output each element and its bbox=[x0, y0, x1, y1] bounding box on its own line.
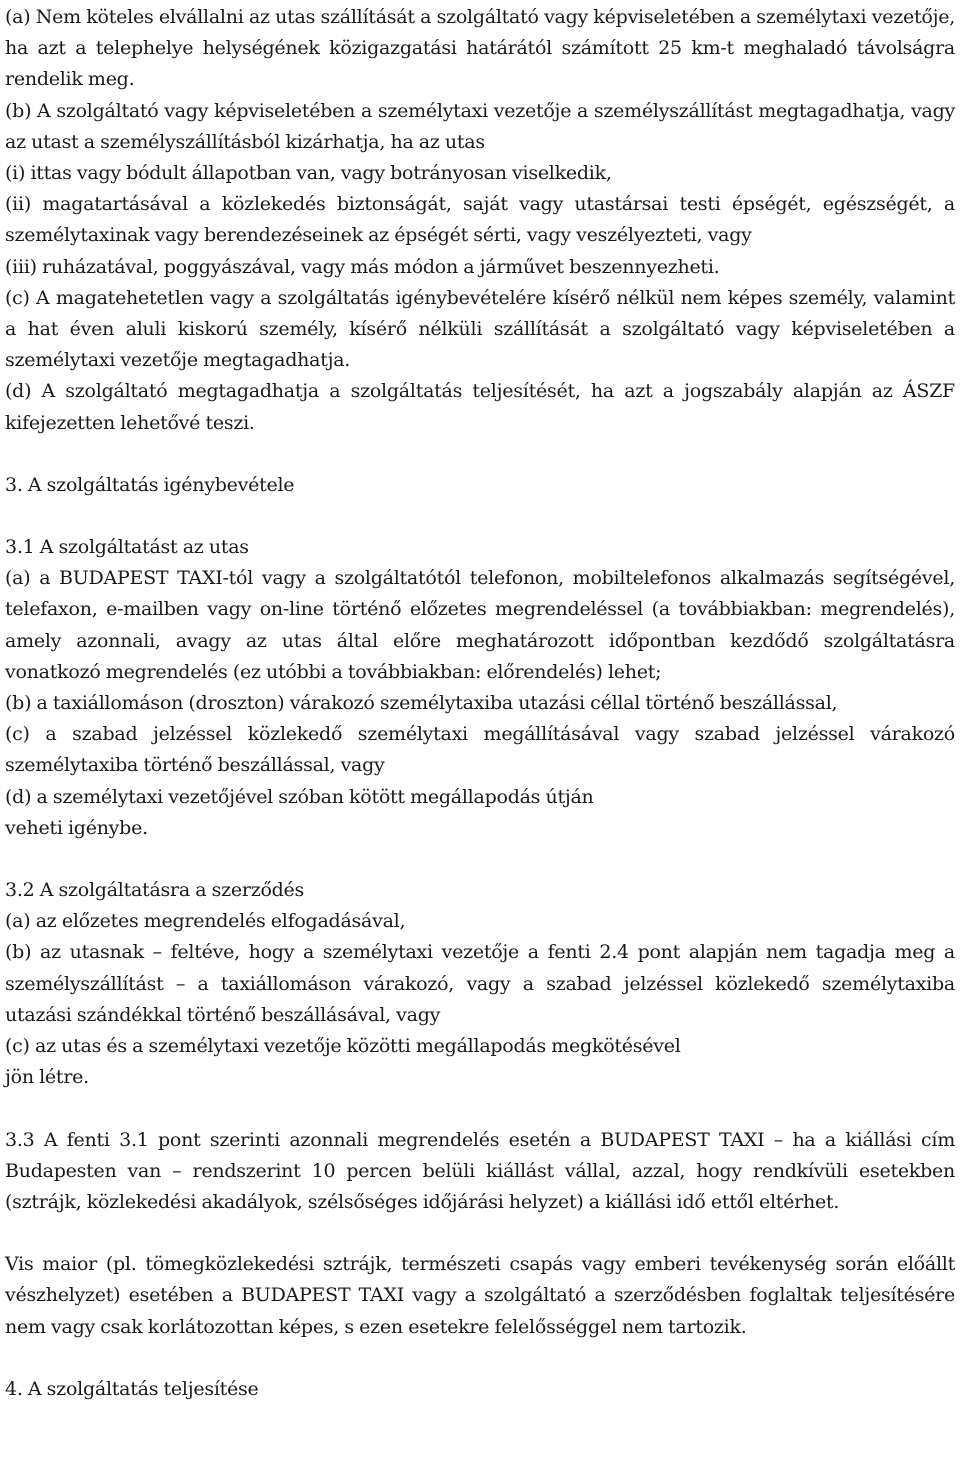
paragraph: jön létre. bbox=[5, 1066, 89, 1089]
paragraph: (i) ittas vagy bódult állapotban van, vagy botrányosan viselkedik, bbox=[5, 162, 612, 185]
paragraph: 3. A szolgáltatás igénybevétele bbox=[5, 473, 295, 496]
paragraph: (c) a szabad jelzéssel közlekedő személytaxi megállításával vagy szabad jelzéssel várakozó személytaxiba történő beszállással, vagy bbox=[5, 723, 955, 777]
paragraph: veheti igénybe. bbox=[5, 816, 148, 839]
paragraph: (a) Nem köteles elvállalni az utas szállítását a szolgáltató vagy képviseletében a személytaxi vezetője, ha azt a telephelye helységének közigazgatási határától számított 25 km-t meghaladó távolságra rendelik meg. bbox=[5, 6, 955, 91]
paragraph: 3.3 A fenti 3.1 pont szerinti azonnali megrendelés esetén a BUDAPEST TAXI – ha a kiállási cím Budapesten van – rendszerint 10 percen belüli kiállást vállal, azzal, hogy rendkívüli esetekben (sztrájk, közlekedési akadályok, szélsőséges időjárási helyzet) a kiállási idő ettől eltérhet. bbox=[5, 1128, 955, 1213]
paragraph: (iii) ruházatával, poggyászával, vagy más módon a járművet beszennyezheti. bbox=[5, 255, 720, 278]
document-body bbox=[5, 2, 955, 1405]
paragraph: (b) A szolgáltató vagy képviseletében a személytaxi vezetője a személyszállítást megtagadhatja, vagy az utast a személyszállításból kizárhatja, ha az utas bbox=[5, 99, 955, 153]
paragraph: (b) az utasnak – feltéve, hogy a személytaxi vezetője a fenti 2.4 pont alapján nem tagadja meg a személyszállítást – a taxiállomáson várakozó, vagy a szabad jelzéssel közlekedő személytaxiba utazási szándékkal történő beszállásával, vagy bbox=[5, 941, 955, 1026]
paragraph-gap bbox=[5, 844, 955, 875]
paragraph-gap bbox=[5, 1218, 955, 1249]
paragraph: Vis maior (pl. tömegközlekedési sztrájk, természeti csapás vagy emberi tevékenység során előállt vészhelyzet) esetében a BUDAPEST TAXI vagy a szolgáltató a szerződésben foglaltak teljesítésére nem vagy csak korlátozottan képes, s ezen esetekre felelősséggel nem tartozik. bbox=[5, 1253, 955, 1338]
paragraph-gap bbox=[5, 501, 955, 532]
paragraph-gap bbox=[5, 439, 955, 470]
paragraph-gap bbox=[5, 1094, 955, 1125]
paragraph: (c) az utas és a személytaxi vezetője közötti megállapodás megkötésével bbox=[5, 1035, 681, 1058]
paragraph: (a) a BUDAPEST TAXI-tól vagy a szolgáltatótól telefonon, mobiltelefonos alkalmazás segítségével, telefaxon, e-mailben vagy on-line történő előzetes megrendeléssel (a továbbiakban: megrendelés), amely azonnali, avagy az utas által előre meghatározott időpontban kezdődő szolgáltatásra vonatkozó megrendelés (ez utóbbi a továbbiakban: előrendelés) lehet; bbox=[5, 567, 955, 683]
paragraph-gap bbox=[5, 1343, 955, 1374]
paragraph: (d) a személytaxi vezetőjével szóban kötött megállapodás útján bbox=[5, 785, 594, 808]
paragraph: 3.2 A szolgáltatásra a szerződés bbox=[5, 879, 305, 902]
paragraph: (c) A magatehetetlen vagy a szolgáltatás igénybevételére kísérő nélkül nem képes személy, valamint a hat éven aluli kiskorú személy, kísérő nélküli szállítását a szolgáltató vagy képviseletében a személytaxi vezetője megtagadhatja. bbox=[5, 286, 955, 372]
paragraph: (a) az előzetes megrendelés elfogadásával, bbox=[5, 910, 406, 933]
paragraph: 3.1 A szolgáltatást az utas bbox=[5, 536, 249, 559]
paragraph: 4. A szolgáltatás teljesítése bbox=[5, 1377, 259, 1400]
paragraph: (ii) magatartásával a közlekedés biztonságát, saját vagy utastársai testi épségét, egészségét, a személytaxinak vagy berendezéseinek az épségét sérti, vagy veszélyezteti, vagy bbox=[5, 193, 955, 247]
paragraph: (b) a taxiállomáson (droszton) várakozó személytaxiba utazási céllal történő beszállással, bbox=[5, 692, 838, 715]
paragraph: (d) A szolgáltató megtagadhatja a szolgáltatás teljesítését, ha azt a jogszabály alapján az ÁSZF kifejezetten lehetővé teszi. bbox=[5, 380, 955, 434]
